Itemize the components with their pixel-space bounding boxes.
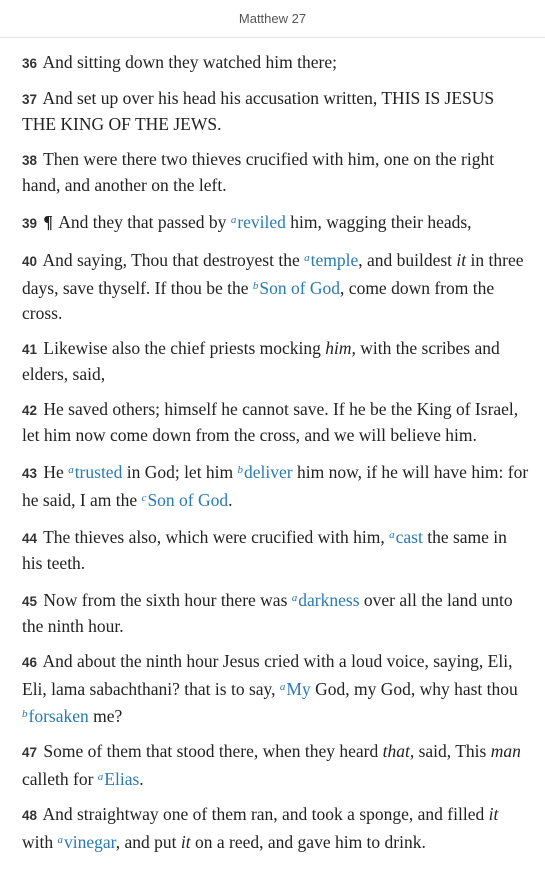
verse-47 [22, 739, 531, 792]
footnote-link[interactable] [292, 590, 360, 610]
footnote-link[interactable] [280, 679, 311, 699]
italic-supplied-word: it [488, 804, 499, 824]
footnote-word[interactable]: vinegar [64, 832, 116, 852]
verse-text: God, my God, why hast thou [310, 679, 518, 699]
footnote-word[interactable]: Son of God [259, 278, 341, 298]
footnote-link[interactable] [253, 278, 340, 298]
verse-number[interactable]: 40 [22, 254, 38, 269]
verse-text: in God; let him [122, 462, 238, 482]
footnote-marker[interactable]: b [252, 280, 259, 292]
verse-number[interactable]: 48 [22, 808, 38, 823]
verse-text: And saying, Thou that destroyest the [42, 250, 305, 270]
verse-number[interactable]: 47 [22, 745, 38, 760]
verse-48 [22, 802, 531, 855]
verse-42 [22, 397, 531, 448]
footnote-marker[interactable]: a [57, 834, 63, 846]
verse-text: , come down from the cross. [22, 278, 495, 323]
footnote-link[interactable] [231, 212, 286, 232]
footnote-word[interactable]: deliver [244, 462, 293, 482]
footnote-word[interactable]: reviled [237, 212, 286, 232]
footnote-marker[interactable]: c [141, 492, 147, 504]
footnote-link[interactable] [58, 832, 116, 852]
footnote-link[interactable] [389, 527, 423, 547]
verse-38 [22, 147, 531, 198]
verse-text: And sitting down they watched him there; [42, 52, 337, 72]
footnote-marker[interactable]: a [291, 592, 298, 604]
italic-supplied-word: man [490, 741, 521, 761]
italic-supplied-word: it [180, 832, 191, 852]
verse-number[interactable]: 45 [22, 594, 38, 609]
footnote-marker[interactable]: a [230, 214, 237, 226]
verse-number[interactable]: 36 [22, 56, 38, 71]
footnote-link[interactable] [238, 462, 293, 482]
verse-46 [22, 649, 531, 729]
footnote-link[interactable] [68, 462, 122, 482]
verse-text: , and put [115, 832, 181, 852]
footnote-marker[interactable]: b [237, 464, 244, 476]
verse-text: him, wagging their heads, [285, 212, 472, 232]
footnote-word[interactable]: darkness [298, 590, 360, 610]
verse-36 [22, 50, 531, 76]
footnote-marker[interactable]: a [279, 681, 286, 693]
verse-text: He saved others; himself he cannot save. If he be the King of Israel, let him now come down from the cross, and we will believe him. [22, 399, 519, 445]
footnote-marker[interactable]: a [304, 252, 310, 264]
verse-list [0, 38, 545, 855]
verse-45 [22, 586, 531, 639]
verse-37 [22, 86, 531, 137]
verse-text: Likewise also the chief priests mocking [43, 338, 326, 358]
footnote-marker[interactable]: a [97, 771, 104, 783]
footnote-word[interactable]: Son of God [147, 490, 229, 510]
verse-43 [22, 458, 531, 513]
footnote-link[interactable] [142, 490, 229, 510]
verse-number[interactable]: 37 [22, 92, 38, 107]
verse-text: . [228, 490, 233, 510]
footnote-marker[interactable]: a [389, 529, 395, 541]
footnote-word[interactable]: forsaken [28, 706, 89, 726]
italic-supplied-word: that, [382, 741, 415, 761]
verse-text: me? [88, 706, 123, 726]
verse-number[interactable]: 46 [22, 655, 38, 670]
footnote-marker[interactable]: a [68, 464, 74, 476]
verse-number[interactable]: 42 [22, 403, 38, 418]
verse-39 [22, 208, 531, 236]
verse-text: calleth for [22, 769, 98, 789]
verse-text: The thieves also, which were crucified with him, [43, 527, 390, 547]
verse-text: over all the land unto the ninth hour. [22, 590, 513, 636]
footnote-word[interactable]: Elias [104, 769, 140, 789]
verse-text: Some of them that stood there, when they heard [43, 741, 383, 761]
verse-text: on a reed, and gave him to drink. [190, 832, 426, 852]
verse-text: Now from the sixth hour there was [43, 590, 292, 610]
pilcrow-mark: ¶ [43, 212, 53, 232]
footnote-link[interactable] [98, 769, 140, 789]
verse-text: him now, if he will have him: for he said, I am the [22, 462, 529, 510]
verse-text: And about the ninth hour Jesus cried with a loud voice, saying, Eli, Eli, lama sabachthani? that is to say, [22, 651, 513, 699]
verse-text: the same in his teeth. [22, 527, 507, 573]
verse-text: , and buildest [358, 250, 457, 270]
footnote-word[interactable]: cast [395, 527, 423, 547]
verse-text: said, This [414, 741, 491, 761]
chapter-title: Matthew 27 [238, 11, 307, 26]
footnote-link[interactable] [304, 250, 358, 270]
footnote-word[interactable]: My [286, 679, 311, 699]
verse-text: And they that passed by [54, 212, 231, 232]
verse-text: And straightway one of them ran, and took a sponge, and filled [42, 804, 489, 824]
verse-text: . [139, 769, 144, 789]
verse-text: He [43, 462, 69, 482]
verse-number[interactable]: 43 [22, 466, 38, 481]
verse-40 [22, 246, 531, 326]
italic-supplied-word: it [456, 250, 467, 270]
verse-number[interactable]: 38 [22, 153, 38, 168]
verse-text: Then were there two thieves crucified with him, one on the right hand, and another on the left. [22, 149, 495, 195]
verse-text: And set up over his head his accusation written, THIS IS JESUS THE KING OF THE JEWS. [22, 88, 495, 134]
footnote-link[interactable] [22, 706, 89, 726]
verse-number[interactable]: 39 [22, 216, 38, 231]
footnote-word[interactable]: temple [310, 250, 359, 270]
verse-text: in three days, save thyself. If thou be the [22, 250, 524, 298]
verse-44 [22, 523, 531, 576]
verse-text: with [22, 832, 58, 852]
verse-number[interactable]: 41 [22, 342, 38, 357]
footnote-marker[interactable]: b [22, 708, 28, 720]
italic-supplied-word: him, [325, 338, 356, 358]
chapter-header [0, 0, 545, 38]
verse-41 [22, 336, 531, 387]
verse-number[interactable]: 44 [22, 531, 38, 546]
footnote-word[interactable]: trusted [74, 462, 123, 482]
verse-text: with the scribes and elders, said, [22, 338, 500, 384]
